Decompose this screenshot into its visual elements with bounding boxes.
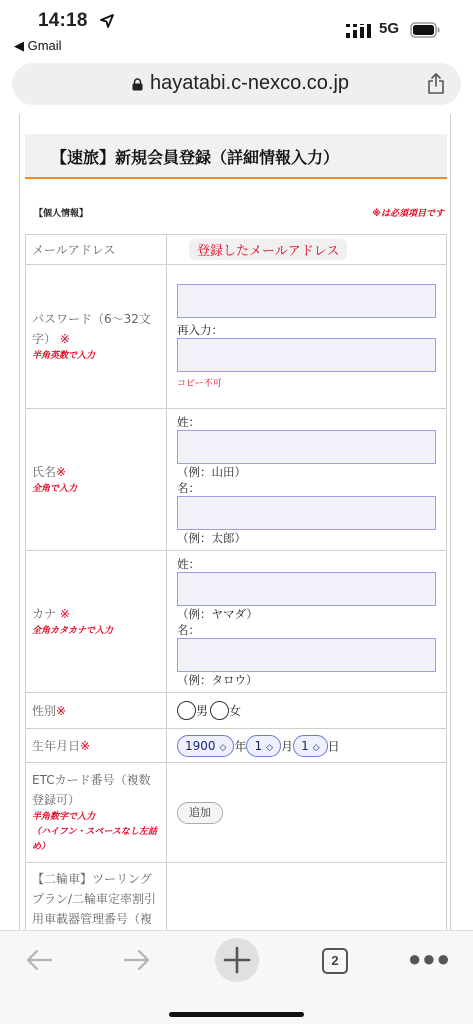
- status-bar: [0, 0, 473, 58]
- more-menu-icon[interactable]: ●●●: [408, 946, 451, 971]
- required-mark: ※: [80, 738, 91, 753]
- gender-female-label: 女: [229, 704, 242, 718]
- birthdate-label: 生年月日: [32, 738, 81, 753]
- etc-add-button[interactable]: 追加: [177, 802, 223, 824]
- section-label: 【個人情報】: [34, 209, 89, 219]
- birth-day-select[interactable]: [293, 735, 328, 757]
- password-label-cell: [26, 265, 167, 409]
- forward-arrow-icon[interactable]: [122, 945, 152, 975]
- day-unit: 日: [327, 739, 340, 753]
- birth-year-value: 1900: [185, 738, 216, 753]
- cellular-signal-icon: [346, 24, 372, 38]
- required-note: ※は必須項目です: [372, 209, 444, 219]
- first-name-example: （例：太郎）: [177, 530, 246, 545]
- etc-row: [26, 763, 447, 863]
- tab-count-button[interactable]: 2: [322, 948, 348, 974]
- kana-last-label: 姓：: [177, 556, 200, 571]
- kana-first-input[interactable]: [177, 638, 436, 672]
- email-cell: [167, 235, 447, 265]
- url-text[interactable]: hayatabi.c-nexco.co.jp: [150, 72, 350, 94]
- password-row: [26, 265, 447, 409]
- gender-label: 性別: [32, 703, 57, 718]
- touring-label: 【二輪車】ツーリングプラン/二輪車定率割引用車載器管理番号（複: [32, 872, 157, 926]
- chevron-updown-icon: ◇: [219, 742, 227, 753]
- page-content: [19, 114, 451, 930]
- address-bar[interactable]: [12, 63, 461, 105]
- password-input[interactable]: [177, 284, 436, 318]
- gender-row: [26, 693, 447, 729]
- password-confirm-input[interactable]: [177, 338, 436, 372]
- kana-last-input[interactable]: [177, 572, 436, 606]
- browser-toolbar: [0, 930, 473, 1024]
- location-arrow-icon: [100, 14, 114, 28]
- email-row: [26, 235, 447, 265]
- etc-label-cell: [26, 763, 167, 863]
- kana-first-label: 名：: [177, 622, 200, 637]
- required-mark: ※: [56, 703, 67, 718]
- kana-hint: 全角カタカナで入力: [32, 626, 114, 636]
- plus-icon: [215, 938, 259, 982]
- share-icon[interactable]: [427, 73, 445, 95]
- gender-male-radio[interactable]: [177, 701, 196, 720]
- name-cell: [167, 409, 447, 551]
- gender-female-radio[interactable]: [210, 701, 229, 720]
- battery-icon: [410, 22, 440, 38]
- registration-form: [25, 234, 447, 973]
- back-arrow-icon[interactable]: [24, 945, 54, 975]
- kana-last-example: （例：ヤマダ）: [177, 606, 258, 621]
- required-mark: ※: [59, 607, 70, 621]
- copy-prohibited-note: コピー不可: [177, 379, 222, 389]
- name-row: [26, 409, 447, 551]
- kana-first-example: （例：タロウ）: [177, 672, 258, 687]
- etc-cell: [167, 763, 447, 863]
- title-box: [25, 134, 447, 179]
- chevron-updown-icon: ◇: [312, 742, 320, 753]
- month-unit: 月: [281, 739, 294, 753]
- gender-male-label: 男: [196, 704, 209, 718]
- gender-label-cell: [26, 693, 167, 729]
- last-name-label: 姓：: [177, 414, 200, 429]
- web-page: [0, 114, 473, 930]
- birthdate-cell: [167, 729, 447, 763]
- year-unit: 年: [234, 739, 247, 753]
- kana-label-cell: [26, 551, 167, 693]
- gender-cell: [167, 693, 447, 729]
- lock-icon: [132, 78, 143, 91]
- home-indicator: [169, 1012, 304, 1017]
- required-mark: ※: [59, 332, 70, 346]
- birth-year-select[interactable]: [177, 735, 234, 757]
- network-type: 5G: [379, 20, 400, 37]
- email-value: 登録したメールアドレス: [189, 239, 347, 260]
- password-hint: 半角英数で入力: [32, 351, 96, 361]
- page-title: 【速旅】新規会員登録（詳細情報入力）: [51, 148, 340, 167]
- required-mark: ※: [56, 465, 67, 479]
- kana-label: カナ: [32, 607, 57, 621]
- name-label-cell: [26, 409, 167, 551]
- password-cell: [167, 265, 447, 409]
- name-label: 氏名: [32, 465, 57, 479]
- kana-cell: [167, 551, 447, 693]
- chevron-updown-icon: ◇: [266, 742, 274, 753]
- password-label: パスワード（6〜32文字）: [32, 312, 151, 346]
- first-name-label: 名：: [177, 480, 200, 495]
- etc-label: ETCカード番号（複数登録可）: [32, 773, 151, 807]
- birthdate-row: [26, 729, 447, 763]
- status-time: 14:18: [38, 10, 88, 31]
- birth-month-select[interactable]: [246, 735, 281, 757]
- new-tab-button[interactable]: [215, 938, 259, 982]
- last-name-input[interactable]: [177, 430, 436, 464]
- birth-month-value: 1: [254, 738, 263, 753]
- reenter-label: 再入力：: [177, 323, 223, 337]
- email-label: メールアドレス: [26, 235, 167, 265]
- etc-hint-format: （ハイフン・スペースなし左詰め）: [32, 827, 157, 852]
- birthdate-label-cell: [26, 729, 167, 763]
- name-hint: 全角で入力: [32, 484, 78, 494]
- back-to-app-link[interactable]: ◀ Gmail: [14, 38, 62, 53]
- etc-hint: 半角数字で入力: [32, 812, 96, 822]
- first-name-input[interactable]: [177, 496, 436, 530]
- last-name-example: （例：山田）: [177, 464, 246, 479]
- birth-day-value: 1: [301, 738, 309, 753]
- kana-row: [26, 551, 447, 693]
